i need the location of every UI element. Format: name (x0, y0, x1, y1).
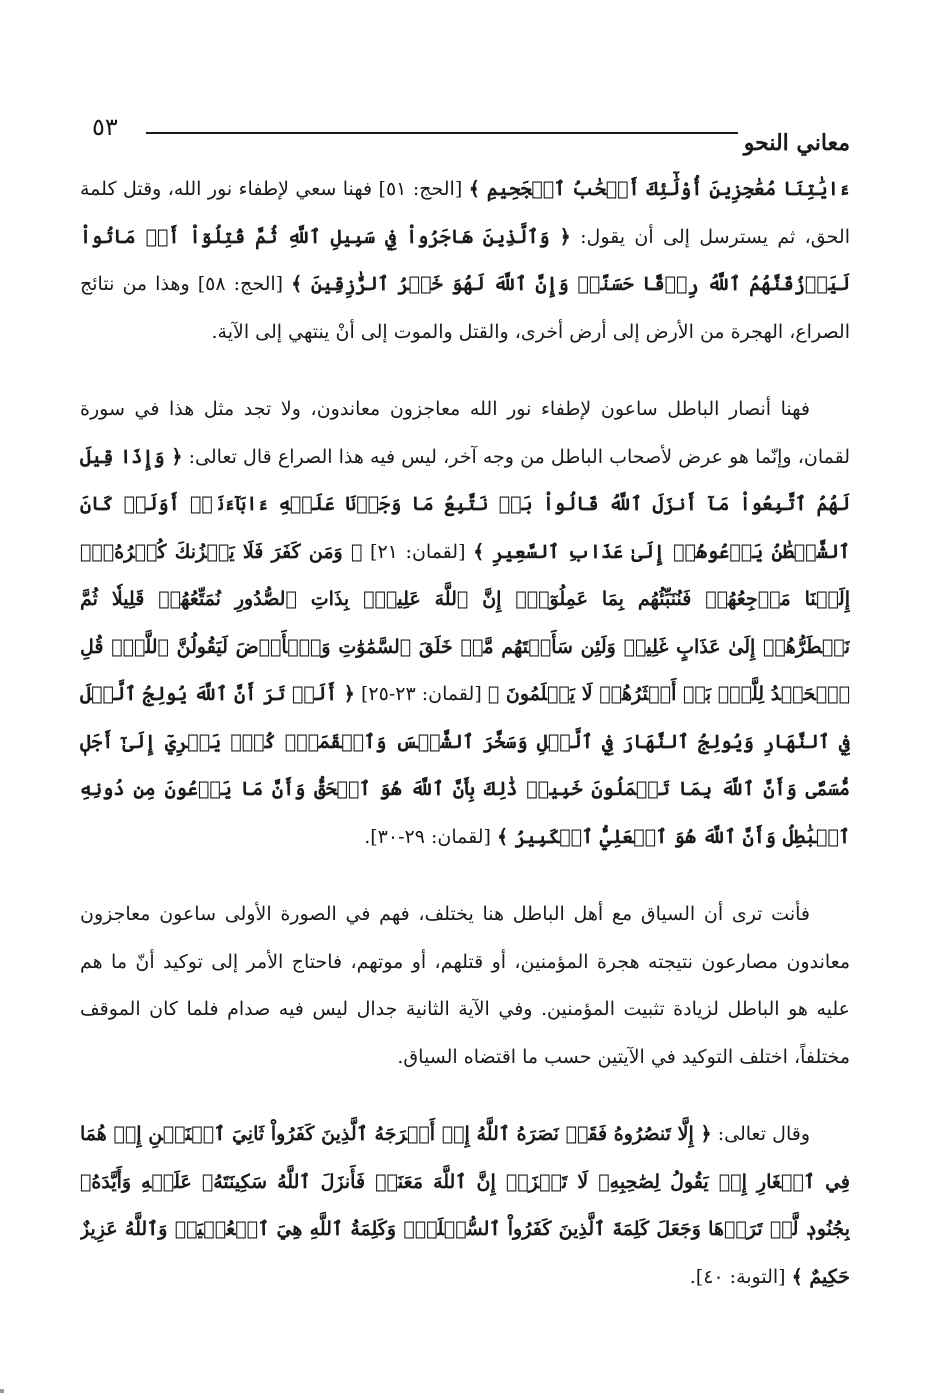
body-text: [الحج: ٥٨] وهذا من نتائج الصراع، الهجرة من الأرض إلى أرض أخرى، والقتل والموت إلى أنْ ينتهي إلى الآية. (80, 273, 850, 343)
quran-verse: ﴿ وَمَن كَفَرَ فَلَا يَحۡزُنكَ كُفۡرُهُۥٓۚ إِلَيۡنَا مَرۡجِعُهُمۡ فَنُنَبِّئُهُم بِمَا عَمِلُوٓاْۚ إِنَّ ٱللَّهَ عَلِيمُۢ بِذَاتِ ٱلصُّدُورِ نُمَتِّعُهُمۡ قَلِيلٗا ثُمَّ نَضۡطَرُّهُمۡ إِلَىٰ عَذَابٍ غَلِيظٖ وَلَئِن سَأَلۡتَهُم مَّنۡ خَلَقَ ٱلسَّمَٰوَٰتِ وَٱلۡأَرۡضَ لَيَقُولُنَّ ٱللَّهُۚ قُلِ ٱلۡحَمۡدُ لِلَّهِۚ بَلۡ أَكۡثَرُهُمۡ لَا يَعۡلَمُونَ ﴾ (80, 540, 850, 705)
citation: [لقمان: ٢٣-٢٥] (354, 683, 488, 705)
scan-speck (0, 1389, 4, 1393)
quran-verse: ﴿ إِلَّا تَنصُرُوهُ فَقَدۡ نَصَرَهُ ٱللَّهُ إِذۡ أَخۡرَجَهُ ٱلَّذِينَ كَفَرُواْ ثَانِيَ ٱثۡنَيۡنِ إِذۡ هُمَا فِي ٱلۡغَارِ إِذۡ يَقُولُ لِصَٰحِبِهِۦ لَا تَحۡزَنۡ إِنَّ ٱللَّهَ مَعَنَاۖ فَأَنزَلَ ٱللَّهُ سَكِينَتَهُۥ عَلَيۡهِ وَأَيَّدَهُۥ بِجُنُودٖ لَّمۡ تَرَوۡهَا وَجَعَلَ كَلِمَةَ ٱلَّذِينَ كَفَرُواْ ٱلسُّفۡلَىٰۗ وَكَلِمَةُ ٱللَّهِ هِيَ ٱلۡعُلۡيَاۗ وَٱللَّهُ عَزِيزٌ حَكِيمٌ ﴾ (80, 1123, 850, 1288)
book-title: معاني النحو (743, 130, 850, 156)
paragraph (80, 386, 850, 861)
quran-verse: ﴿ أَلَمۡ تَرَ أَنَّ ٱللَّهَ يُولِجُ ٱلَّيۡلَ فِي ٱلنَّهَارِ وَيُولِجُ ٱلنَّهَارَ فِي ٱلَّيۡلِ وَسَخَّرَ ٱلشَّمۡسَ وَٱلۡقَمَرَۖ كُلّٞ يَجۡرِيٓ إِلَىٰٓ أَجَلٖ مُّسَمّٗى وَأَنَّ ٱللَّهَ بِمَا تَعۡمَلُونَ خَبِيرٞ ذَٰلِكَ بِأَنَّ ٱللَّهَ هُوَ ٱلۡحَقُّ وَأَنَّ مَا يَدۡعُونَ مِن دُونِهِ ٱلۡبَٰطِلُ وَأَنَّ ٱللَّهَ هُوَ ٱلۡعَلِيُّ ٱلۡكَبِيرُ ﴾ (80, 683, 850, 848)
paragraph-gap (80, 1081, 850, 1111)
header-rule (146, 132, 738, 134)
paragraph (80, 166, 850, 356)
citation: [التوبة: ٤٠]. (689, 1265, 792, 1288)
paragraph (80, 891, 850, 1081)
quran-verse: ﴿ وَٱلَّذِينَ هَاجَرُواْ فِي سَبِيلِ ٱللَّهِ ثُمَّ قُتِلُوٓاْ أَوۡ مَاتُواْ لَيَرۡزُقَنَّهُمُ ٱللَّهُ رِزۡقًا حَسَنًاۚ وَإِنَّ ٱللَّهَ لَهُوَ خَيۡرُ ٱلرَّٰزِقِينَ ﴾ (80, 225, 850, 295)
citation: [لقمان: ٢٩-٣٠]. (364, 825, 497, 848)
page-body (80, 166, 850, 1316)
body-text: فأنت ترى أن السياق مع أهل الباطل هنا يختلف، فهم في الصورة الأولى ساعون معاجزون معاندون مصارعون نتيجته هجرة المؤمنين، أو قتلهم، أو موتهم، فاحتاج الأمر إلى توكيد أنّ ما هم عليه هو الباطل لزيادة تثبيت المؤمنين. وفي الآية الثانية جدال ليس فيه صدام فلما كان الموقف مختلفاً، اختلف التوكيد في الآيتين حسب ما اقتضاه السياق. (80, 903, 850, 1068)
paragraph-gap (80, 356, 850, 386)
body-text: وقال تعالى: (711, 1123, 810, 1145)
body-text: فهنا أنصار الباطل ساعون لإطفاء نور الله معاجزون معاندون، ولا تجد مثل هذا في سورة لقمان، وإنّما هو عرض لأصحاب الباطل من وجه آخر، ليس فيه هذا الصراع قال تعالى: (80, 398, 850, 468)
page-number: ٥٣ (92, 113, 118, 141)
body-text: [الحج: ٥١] فهنا سعي لإطفاء نور الله، وقتل كلمة الحق، ثم يسترسل إلى أن يقول: (80, 178, 850, 248)
page-header (82, 108, 850, 164)
citation: [لقمان: ٢١] (362, 540, 474, 563)
paragraph (80, 1111, 850, 1301)
quran-verse: ءَايَٰتِنَا مُعَٰجِزِينَ أُوْلَٰٓئِكَ أَصۡحَٰبُ ٱلۡجَحِيمِ ﴾ (468, 178, 850, 200)
paragraph-gap (80, 861, 850, 891)
quran-verse: ﴿ وَإِذَا قِيلَ لَهُمُ ٱتَّبِعُواْ مَآ أَنزَلَ ٱللَّهُ قَالُواْ بَلۡ نَتَّبِعُ مَا وَجَدۡنَا عَلَيۡهِ ءَابَآءَنَآۚ أَوَلَوۡ كَانَ ٱلشَّيۡطَٰنُ يَدۡعُوهُمۡ إِلَىٰ عَذَابِ ٱلسَّعِيرِ ﴾ (80, 445, 850, 563)
